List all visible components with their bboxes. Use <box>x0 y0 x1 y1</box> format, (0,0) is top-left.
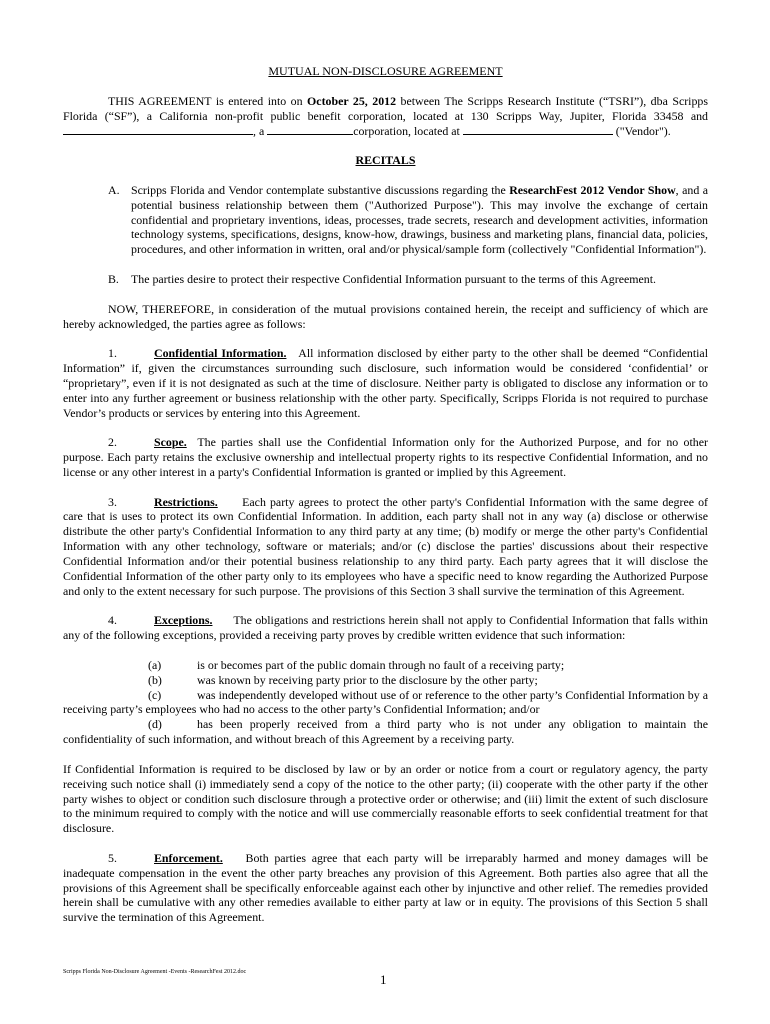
section-3-heading: Restrictions. <box>154 494 218 509</box>
section-2-text: The parties shall use the Confidential Information only for the Authorized Purpose, and for no other purpose. Each party retains the exclusive ownership and intellectual property rights to its respective Confidential Information, and no license or any other interest in a party's Confidential Information is granted or implied by this Agreement. <box>63 435 708 479</box>
intro-text-d: corporation, located at <box>353 123 463 138</box>
recital-b <box>63 272 708 287</box>
section-1 <box>63 346 708 420</box>
recitals-heading: RECITALS <box>355 153 416 168</box>
recital-b-text: The parties desire to protect their respective Confidential Information pursuant to the terms of this Agreement. <box>131 271 657 286</box>
agreement-date: October 25, 2012 <box>307 93 397 108</box>
vendor-address-blank <box>463 124 613 135</box>
exception-d: (d) has been properly received from a third party who is not under any obligation to maintain the confidentiality of such information, and without breach of this Agreement by a receiving party. <box>63 717 708 747</box>
section-4-text: The obligations and restrictions herein shall not apply to Confidential Information that falls within any of the following exceptions, provided a receiving party proves by credible written evidence that such information: <box>63 613 708 643</box>
section-1-number: 1. <box>108 346 117 361</box>
exception-a: (a) is or becomes part of the public domain through no fault of a receiving party; <box>148 657 565 672</box>
party-name-blank <box>63 124 253 135</box>
section-3-number: 3. <box>108 494 117 509</box>
intro-text-a: THIS AGREEMENT is entered into on <box>108 93 308 108</box>
event-name: ResearchFest 2012 Vendor Show <box>509 182 676 197</box>
now-therefore-paragraph: NOW, THEREFORE, in consideration of the mutual provisions contained herein, the receipt and sufficiency of which are hereby acknowledged, the parties agree as follows: <box>63 301 708 331</box>
recital-b-label: B. <box>108 271 119 286</box>
footer-filename: Scripps Florida Non-Disclosure Agreement -Events -ResearchFest 2012.doc <box>63 969 247 975</box>
recital-a-label: A. <box>108 182 120 197</box>
intro-text-b: between The Scripps Research Institute (“TSRI”), dba Scripps Florida (“SF”), a California non-profit public benefit corporation, located at 130 Scripps Way, Jupiter, Florida 33458 and <box>63 93 708 123</box>
section-5-heading: Enforcement. <box>154 850 223 865</box>
document-title: MUTUAL NON-DISCLOSURE AGREEMENT <box>268 64 503 78</box>
exception-b: (b) was known by receiving party prior to the disclosure by the other party; <box>148 672 538 687</box>
section-4-heading: Exceptions. <box>154 613 213 628</box>
document-page <box>63 64 708 925</box>
section-5-text: Both parties agree that each party will be irreparably harmed and money damages will be inadequate compensation in the event the other party breaches any provision of this Agreement. Both parties also agree that all the provisions of this Agreement shall be specifically enforceable against each other by injunctive and other relief. The remedies provided herein shall be cumulative with any other remedies available to either party at law or in equity. The provisions of this Section 5 shall survive the termination of this Agreement. <box>63 850 708 925</box>
intro-text-c: , a <box>253 123 268 138</box>
recital-a <box>63 183 708 257</box>
section-2 <box>63 435 708 480</box>
section-3-text: Each party agrees to protect the other party's Confidential Information with the same degree of care that is uses to protect its own Confidential Information. In addition, each party shall not in any way (a) disclose or otherwise distribute the other party's Confidential Information to any third party at any time; (b) modify or merge the other party's Confidential Information with any other technology, software or materials; and/or (c) disclose the parties' discussions about their respective Confidential Information and/or their potential business relationship to any third party. Each party agrees that it will disclose the Confidential Information of the other party only to its employees who have a specific need to know regarding the Authorized Purpose and only to the extent necessary for such purpose. The provisions of this Section 3 shall survive the termination of this Agreement. <box>63 494 708 598</box>
corporation-type-blank <box>267 124 353 135</box>
recital-a-text: Scripps Florida and Vendor contemplate substantive discussions regarding the ResearchFest 2012 Vendor Show, and a potential business relationship between them ("Authorized Purpose"). This may involve the exchange of certain confidential and proprietary inventions, ideas, processes, trade secrets, research and development activities, information technology systems, specifications, designs, know-how, drawings, business and marketing plans, financial data, policies, procedures, and other information in written, oral and/or physical/sample form (collectively "Confidential Information"). <box>131 182 708 257</box>
section-1-heading: Confidential Information. <box>154 346 287 361</box>
exception-c: (c) was independently developed without use of or reference to the other party’s Confidential Information by a receiving party’s employees who had no access to the other party’s Confidential Information; and/or <box>63 687 708 717</box>
compelled-disclosure-paragraph: If Confidential Information is required to be disclosed by law or by an order or notice from a court or regulatory agency, the party receiving such notice shall (i) immediately send a copy of the notice to the other party; (ii) cooperate with the other party if the other party wishes to object or condition such disclosure through a protective order or otherwise; and (iii) limit the extent of such disclosure to the minimum required to comply with the notice and will use commercially reasonable efforts to seek confidential treatment for that disclosure. <box>63 761 708 836</box>
section-4-number: 4. <box>108 613 117 628</box>
section-5-number: 5. <box>108 850 117 865</box>
section-2-number: 2. <box>108 435 117 450</box>
section-3 <box>63 495 708 599</box>
intro-text-e: ("Vendor"). <box>612 123 671 138</box>
page-number: 1 <box>380 972 387 987</box>
intro-paragraph <box>63 94 708 139</box>
section-4 <box>63 613 708 643</box>
section-1-text: All information disclosed by either party to the other shall be deemed “Confidential Information” if, given the circumstances surrounding such disclosure, such information would be considered ‘confidential’ or “proprietary”, even if it is not designated as such at the time of disclosure. Neither party is obligated to disclose any information or to enter into any further agreement or business relationship with the other party. Specifically, Scripps Florida is not required to purchase Vendor’s products or services by entering into this Agreement. <box>63 346 709 420</box>
section-2-heading: Scope. <box>154 435 187 450</box>
section-5 <box>63 851 708 925</box>
